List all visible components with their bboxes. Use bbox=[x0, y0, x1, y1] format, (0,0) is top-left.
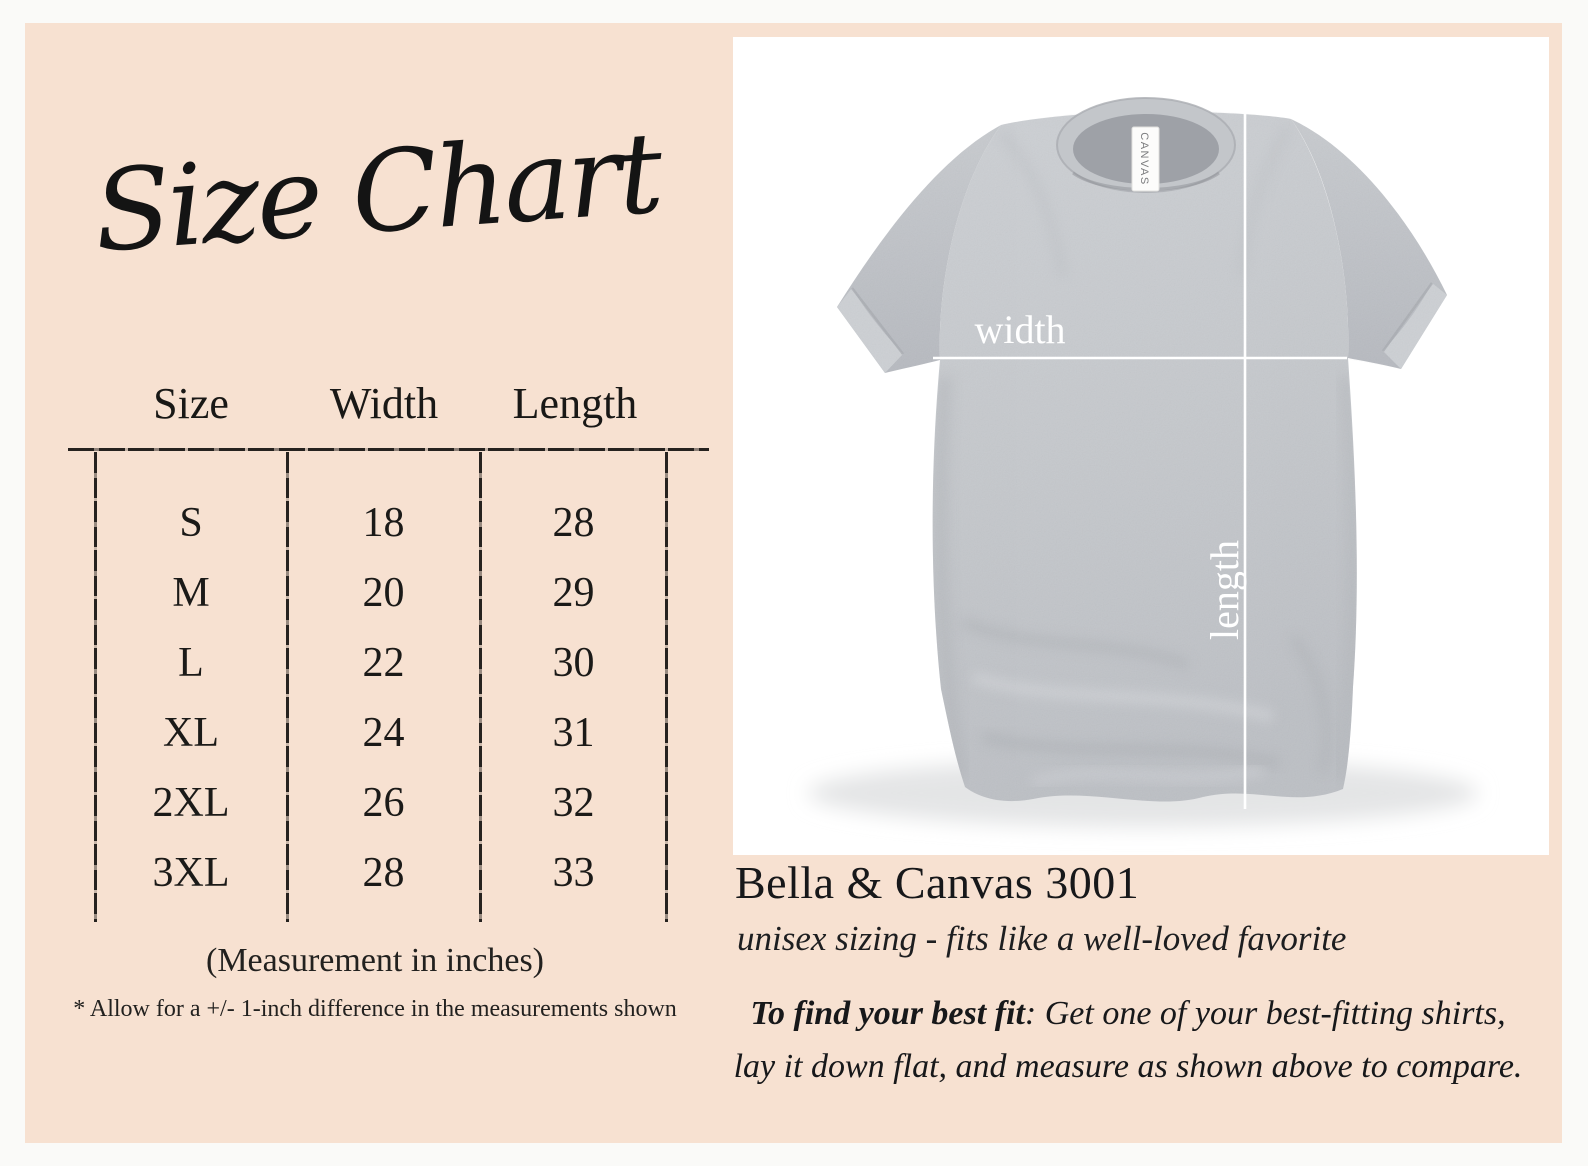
length-cell: 33 bbox=[552, 850, 595, 896]
tolerance-note: * Allow for a +/- 1-inch difference in the measurements shown bbox=[73, 996, 677, 1022]
fit-tip bbox=[706, 988, 1550, 1093]
product-photo bbox=[733, 37, 1549, 855]
width-cell: 26 bbox=[362, 780, 405, 826]
table-row bbox=[95, 838, 667, 908]
page-title: Size Chart bbox=[89, 107, 665, 278]
tag-label: CANVAS bbox=[1138, 132, 1150, 186]
size-cell: 3XL bbox=[152, 850, 230, 896]
fit-tip-line1 bbox=[706, 988, 1550, 1041]
size-cell: L bbox=[178, 640, 204, 686]
table-row bbox=[95, 768, 667, 838]
width-cell: 28 bbox=[362, 850, 405, 896]
length-cell: 28 bbox=[552, 500, 595, 546]
size-cell: XL bbox=[163, 710, 219, 756]
size-cell: 2XL bbox=[152, 780, 230, 826]
length-cell: 32 bbox=[552, 780, 595, 826]
width-label: width bbox=[974, 307, 1066, 352]
column-header-length: Length bbox=[512, 379, 638, 428]
length-label: length bbox=[1202, 540, 1247, 640]
column-header-size: Size bbox=[153, 379, 229, 428]
size-cell: S bbox=[179, 500, 203, 546]
table-row bbox=[95, 628, 667, 698]
table-rule-horizontal bbox=[68, 448, 709, 451]
width-cell: 20 bbox=[362, 570, 405, 616]
size-cell: M bbox=[172, 570, 210, 616]
collar-tag bbox=[1132, 127, 1159, 191]
tshirt-graphic bbox=[733, 37, 1549, 855]
length-cell: 30 bbox=[552, 640, 595, 686]
column-header-width: Width bbox=[329, 379, 439, 428]
length-cell: 31 bbox=[552, 710, 595, 756]
product-name: Bella & Canvas 3001 bbox=[735, 857, 1140, 908]
fit-tip-line2: lay it down flat, and measure as shown above to compare. bbox=[733, 1047, 1523, 1085]
measurement-note: (Measurement in inches) bbox=[206, 942, 544, 979]
table-row bbox=[95, 558, 667, 628]
length-cell: 29 bbox=[552, 570, 595, 616]
fit-tip-rest: : Get one of your best-fitting shirts, bbox=[1024, 995, 1506, 1032]
fit-tip-lead: To find your best fit bbox=[750, 995, 1025, 1032]
width-cell: 24 bbox=[362, 710, 405, 756]
width-cell: 22 bbox=[362, 640, 405, 686]
table-row bbox=[95, 488, 667, 558]
table-row bbox=[95, 698, 667, 768]
product-tagline: unisex sizing - fits like a well-loved favorite bbox=[737, 919, 1347, 958]
width-cell: 18 bbox=[362, 500, 405, 546]
